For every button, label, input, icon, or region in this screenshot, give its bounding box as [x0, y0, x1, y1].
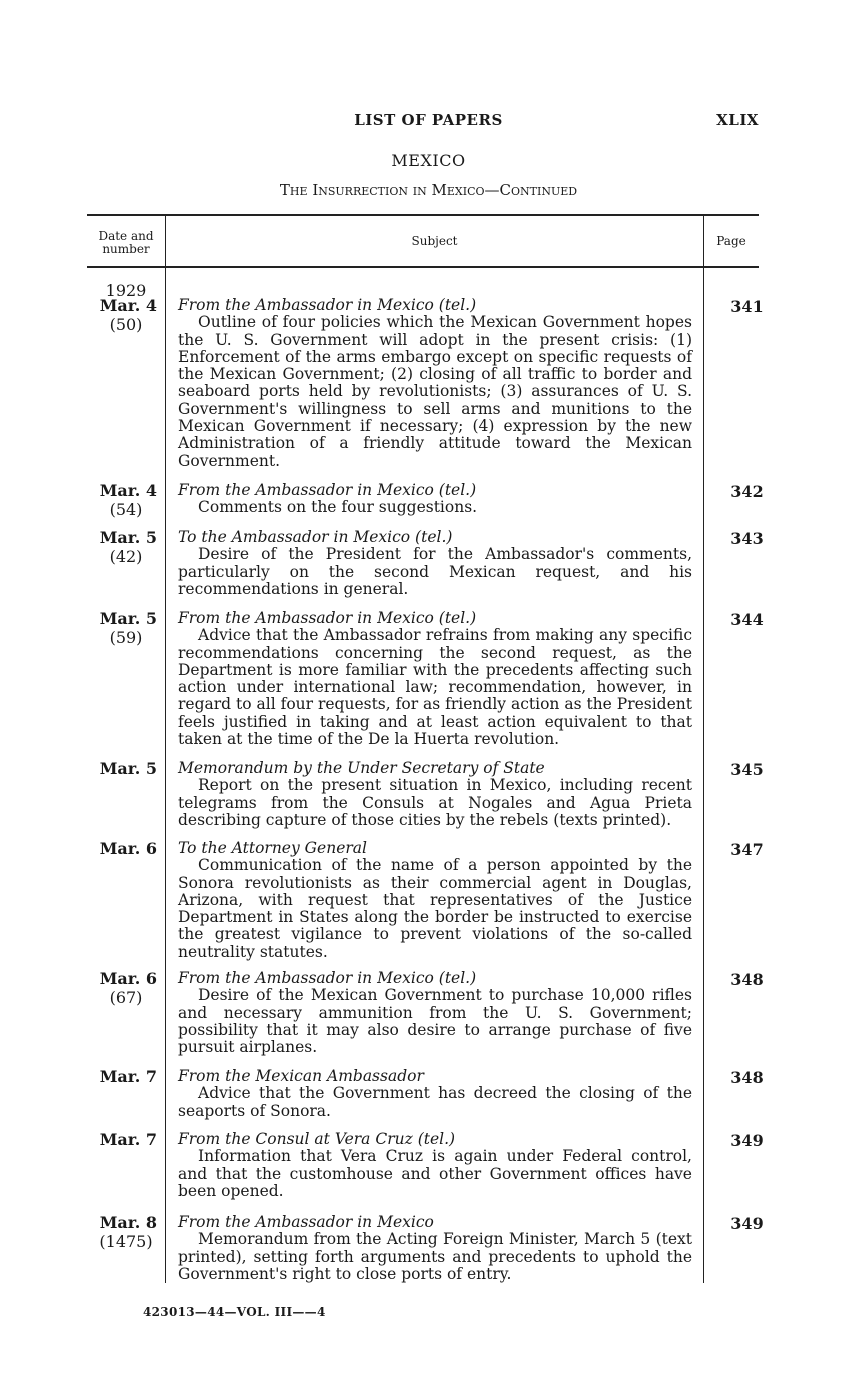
entry-description: Memorandum from the Acting Foreign Minister, March 5 (text printed), setting forth arguments and precedents to uphold the Government's right to close ports of entry. — [178, 1230, 692, 1283]
column-header-date: Date and number — [98, 229, 154, 256]
table-header-rule — [87, 266, 759, 268]
entry-description: Communication of the name of a person appointed by the Sonora revolutionists as their commercial agent in Douglas, Arizona, with request that representatives of the Justice Department in States along the border be instructed to exercise the greatest vigilance to prevent violations of the so-called neutrality statutes. — [178, 856, 692, 961]
entry-heading: From the Ambassador in Mexico — [178, 1213, 434, 1231]
entry-subject — [178, 1131, 692, 1200]
entry-description: Desire of the Mexican Government to purchase 10,000 rifles and necessary ammunition from the U. S. Government; possibility that it may also desire to arrange purchase of five pursuit airplanes. — [178, 986, 692, 1057]
entry-subject — [178, 840, 692, 961]
country-heading: MEXICO — [391, 151, 466, 170]
entry-subject — [178, 297, 692, 470]
entry-heading: From the Consul at Vera Cruz (tel.) — [178, 1130, 456, 1148]
entry-heading: From the Mexican Ambassador — [178, 1067, 424, 1085]
entry-page: 348 — [730, 1068, 764, 1087]
entry-page: 343 — [730, 529, 764, 548]
entry-page: 349 — [730, 1214, 764, 1233]
printer-signature-line: 423013—44—VOL. III——4 — [143, 1305, 326, 1319]
entry-date: Mar. 4 — [99, 296, 157, 315]
entry-number: (1475) — [99, 1232, 153, 1251]
entry-number: (50) — [109, 315, 143, 334]
entry-heading: From the Ambassador in Mexico (tel.) — [178, 481, 477, 499]
entry-date: Mar. 5 — [99, 528, 157, 547]
entry-heading: From the Ambassador in Mexico (tel.) — [178, 296, 477, 314]
entry-description: Comments on the four suggestions. — [198, 498, 478, 517]
entry-number: (54) — [109, 500, 143, 519]
entry-subject — [178, 1068, 692, 1120]
entry-page: 345 — [730, 760, 764, 779]
entry-number: (59) — [109, 628, 143, 647]
entry-page: 342 — [730, 482, 764, 501]
entry-heading: To the Ambassador in Mexico (tel.) — [178, 528, 453, 546]
entry-description: Outline of four policies which the Mexican Government hopes the U. S. Government will adopt in the present crisis: (1) Enforcement of the arms embargo except on specific requests of the Mexican Government; (2) closing of all traffic to border and seaboard ports held by revolutionists; (3) assurances of U. S. Government's willingness to sell arms and munitions to the Mexican Government if necessary; (4) expression by the new Administration of a friendly attitude toward the Mexican Government. — [178, 313, 692, 470]
entry-description: Report on the present situation in Mexico, including recent telegrams from the Consuls at Nogales and Agua Prieta describing capture of those cities by the rebels (texts printed). — [178, 776, 692, 829]
entry-heading: Memorandum by the Under Secretary of State — [178, 759, 545, 777]
entry-page: 347 — [730, 840, 764, 859]
entry-heading: From the Ambassador in Mexico (tel.) — [178, 609, 477, 627]
entry-subject — [178, 1214, 692, 1283]
column-header-page: Page — [716, 234, 746, 248]
entry-page: 348 — [730, 970, 764, 989]
section-heading: The Insurrection in Mexico—Continued — [279, 181, 578, 199]
running-head-page-number: XLIX — [716, 111, 759, 129]
entry-page: 341 — [730, 297, 764, 316]
entry-date: Mar. 7 — [99, 1130, 157, 1149]
entry-subject — [178, 482, 692, 517]
entry-heading: From the Ambassador in Mexico (tel.) — [178, 969, 477, 987]
entry-date: Mar. 4 — [99, 481, 157, 500]
year-label: 1929 — [105, 281, 147, 300]
entry-subject — [178, 529, 692, 598]
table-column-divider-right — [703, 216, 704, 1283]
entry-subject — [178, 760, 692, 829]
entry-page: 344 — [730, 610, 764, 629]
entry-page: 349 — [730, 1131, 764, 1150]
entry-date: Mar. 5 — [99, 609, 157, 628]
entry-description: Advice that the Government has decreed the closing of the seaports of Sonora. — [178, 1084, 692, 1120]
entry-date: Mar. 6 — [99, 839, 157, 858]
entry-heading: To the Attorney General — [178, 839, 367, 857]
column-header-subject: Subject — [411, 234, 458, 248]
entry-description: Information that Vera Cruz is again under Federal control, and that the customhouse and other Government offices have been opened. — [178, 1147, 692, 1200]
entry-number: (67) — [109, 988, 143, 1007]
entry-description: Desire of the President for the Ambassador's comments, particularly on the second Mexican request, and his recommendations in general. — [178, 545, 692, 598]
table-column-divider-left — [165, 216, 166, 1283]
running-head-title: LIST OF PAPERS — [354, 111, 503, 129]
entry-date: Mar. 8 — [99, 1213, 157, 1232]
entry-description: Advice that the Ambassador refrains from making any specific recommendations concerning the second request, as the Department is more familiar with the precedents affecting such action under international law; recommendation, however, in regard to all four requests, for as friendly action as the President feels justified in taking and at least action equivalent to that taken at the time of the De la Huerta revolution. — [178, 626, 692, 749]
entry-date: Mar. 5 — [99, 759, 157, 778]
entry-subject — [178, 610, 692, 748]
entry-date: Mar. 6 — [99, 969, 157, 988]
table-top-rule — [87, 214, 759, 216]
entry-number: (42) — [109, 547, 143, 566]
entry-date: Mar. 7 — [99, 1067, 157, 1086]
entry-subject — [178, 970, 692, 1056]
